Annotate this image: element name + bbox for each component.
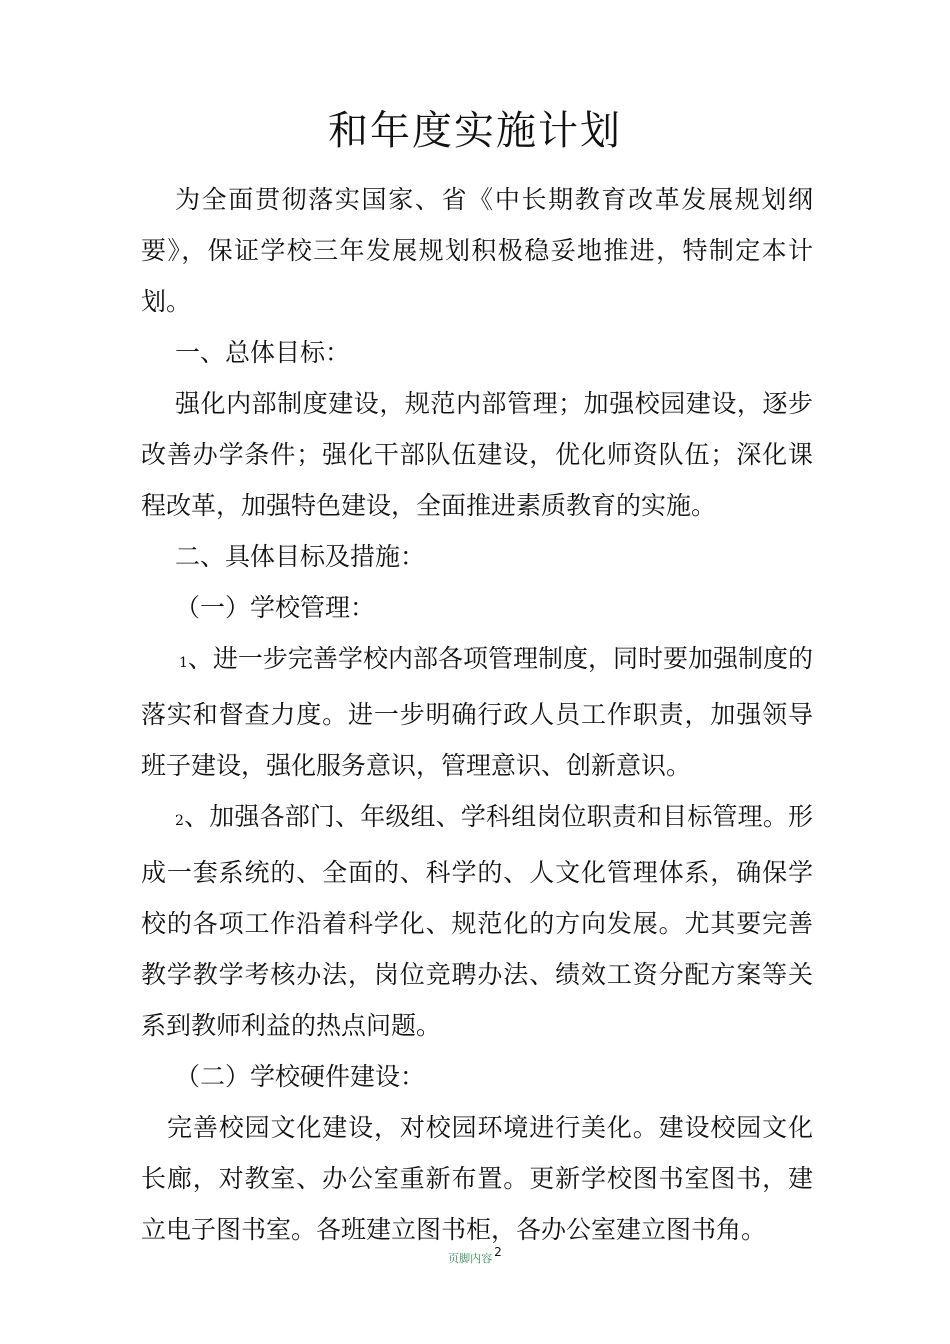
heading-overall-goals: 一、总体目标：	[175, 338, 351, 367]
item-number-2: 2	[175, 813, 184, 829]
footer-text: 页脚内容	[448, 1252, 493, 1265]
paragraph-hardware-construction: 完善校园文化建设，对校园环境进行美化。建设校园文化长廊，对教室、办公室重新布置。更新学校图书室图书，建立电子图书室。各班建立图书柜，各办公室建立图书角。	[141, 1113, 813, 1244]
paragraph-overall-goals: 强化内部制度建设，规范内部管理；加强校园建设，逐步改善办学条件；强化干部队伍建设，优化师资队伍；深化课程改革，加强特色建设，全面推进素质教育的实施。	[141, 389, 813, 520]
paragraph-intro: 为全面贯彻落实国家、省《中长期教育改革发展规划纲要》，保证学校三年发展规划积极稳妥地推进，特制定本计划。	[141, 185, 813, 316]
heading-specific-goals: 二、具体目标及措施：	[175, 542, 426, 571]
document-title: 和年度实施计划	[328, 108, 622, 154]
paragraph-item-1-text: 、进一步完善学校内部各项管理制度，同时要加强制度的落实和督查力度。进一步明确行政人员工作职责，加强领导班子建设，强化服务意识，管理意识、创新意识。	[141, 644, 813, 780]
heading-school-management: （一）学校管理：	[175, 593, 376, 622]
item-number-1: 1	[179, 655, 188, 671]
paragraph-item-2	[141, 791, 813, 1051]
page-footer	[0, 1244, 950, 1267]
paragraph-item-1	[141, 633, 813, 791]
heading-hardware-construction: （二）学校硬件建设：	[175, 1062, 426, 1091]
paragraph-item-2-text: 、加强各部门、年级组、学科组岗位职责和目标管理。形成一套系统的、全面的、科学的、人文化管理体系，确保学校的各项工作沿着科学化、规范化的方向发展。尤其要完善教学教学考核办法，岗位竞聘办法、绩效工资分配方案等关系到教师利益的热点问题。	[141, 802, 813, 1040]
page-number: 2	[494, 1245, 502, 1259]
document-body	[141, 174, 813, 1255]
